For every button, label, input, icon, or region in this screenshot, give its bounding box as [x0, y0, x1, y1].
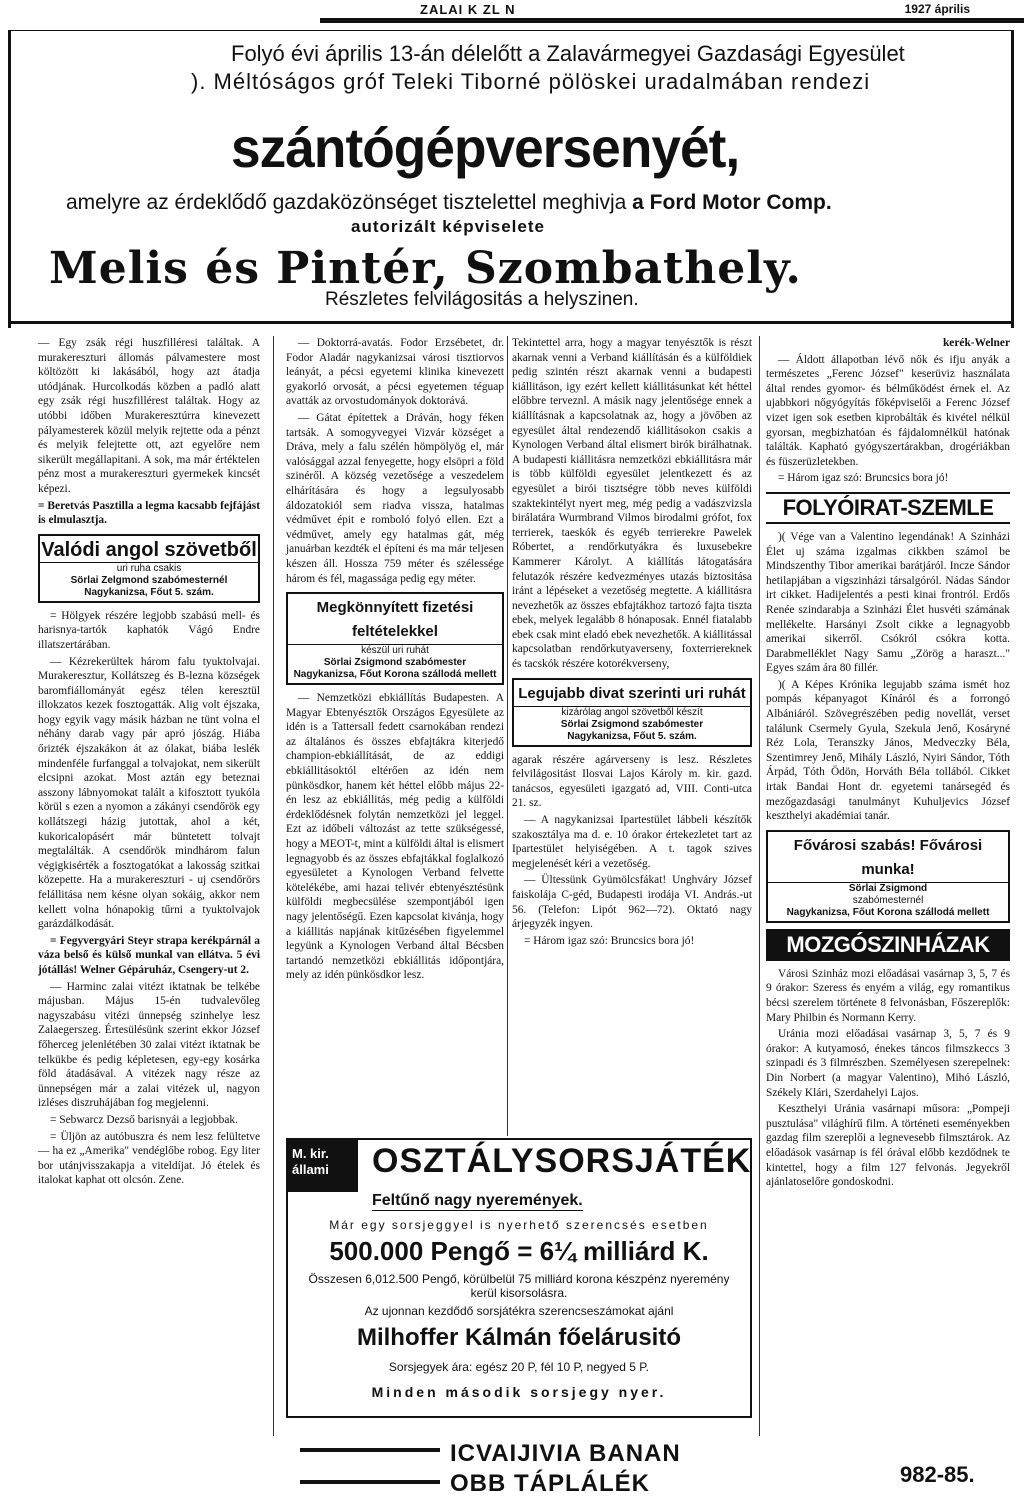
article-ebkiallitas-cont: Tekintettel arra, hogy a magyar tenyésztők is részt akarnak venni a Verband kiállításán és a külföldiek pedig szintén részt akarnak venni a budapesti kiállitáson, igy ezért kellett kiállitásunkat két héttel előbbre terveznl. A másik nagy jelentősége ennek a kiállításnak a kapcsolatnak az, hogy a jövőben az egyesület által rendezendő kiállitásokon csakis a Kynologen Verband által elismert birók birálhatnak. A budapesti kiállitásra nemzetközi ebkiállitásra már is több külföldi egyesület jelentkezett és az egyesület a birói tisztségre több neves külföldi szaktekintélyt nyert meg, még pedig a vadászvizsla birálatára Wurmbrand Vilmos birodalmi grófot, fox terrierek, taeskók és egyéb terrierekre Pawelek Róbertet, a rendőrkutyákra és luxusebekre Kammerer Károlyt. A kiállítás látogatására felutazók részére kedvezményes utazás biztositása iránt a lépéseket a vezetőség megtette. A kiállitásra nevezhetők az összes ebfajtákhoz tartozó fajta tiszta ebek, melyek legalább 8 hónaposak. Ennél fiatalabb ebek csak mint eladó ebek nevezhetők. A kiállitással kapcsolatban rendőrkutyaverseny, foxterriereknek és tacskók részére kotorékverseny,	[512, 337, 752, 671]
article-vitezek: — Harminc zalai vitézt iktatnak be telkébe májusban. Május 15-én tudvalevőleg nagyszabásu vitézi ünnepség szinhelye lesz Zalaegerszeg. Értesülésünk szerint ekkor József főherceg jelenlétében 30 zalai vitézt iktatnak be telkükbe és pedig képletesen, egy-egy kosárka föld átadásával. A vitézek nagy része az ünnepségen már a zalai vitézek ul, nagyon izléses diszruhájában fog megjelenni.	[38, 980, 260, 1110]
lottery-amount: 500.000 Pengő = 6¼ milliárd K.	[329, 1236, 709, 1266]
box-line: Nagykanizsa, Főut Korona szállodá mellett	[786, 906, 990, 918]
section-heading-folyoirat: FOLYÓIRAT-SZEMLE	[766, 492, 1010, 524]
ad-steyr: = Fegyvergyári Steyr strapa kerékpárnál a váza belső és külső munkal van ellátva. 5 évi jótállás! Welner Gépáruház, Csengery-ut 2.	[38, 934, 260, 976]
footer-rule	[300, 1480, 440, 1484]
article-agarverseny: agarak részére agárverseny is lesz. Részletes felvilágositást Ilosvai Lajos Károly m. kir. gazd. tanácsos, egyesületi igazgató ad, VIII. Conti-utca 21. sz.	[512, 753, 752, 810]
ad-autobusz: = Üljön az autóbuszra és nem lesz felültetve — ha ez „Amerika" vendéglőbe robog. Egy liter bor utánjvisszakapja a viteldíjat. Jó ételek és italokat kaphat ott olcsón. Zene.	[38, 1130, 260, 1187]
lottery-line-5: Minden második sorsjegy nyer.	[371, 1384, 667, 1400]
cinema-keszthely: Keszthelyi Uránia vasárnapi műsora: „Pompeji pusztulása" világhírű film. A történeti eseményekben gazdag film szereplői a legnevesebb filmsztárok. Az előadások vasárnap is fél órával előbb kezdődnek te kintettel, hogy a film 127 felvonás. Jegyekről ajánlatoselőre gondoskodni.	[766, 1103, 1010, 1189]
column-divider	[759, 336, 760, 1436]
article-ebkiallitas: — Nemzetközi ebkiállítás Budapesten. A Magyar Ebtenyésztők Országos Egyesülete az idén is a Tattersall fedett csarnokában rendezi az általános és összes ebfajtákra kiterjedő champion-ebkiállítását, de az eddigi ebkiállitásoktól eltérően az idén nem pünkösdkor, hanem két héttel előbb május 22-én lesz az ebkiállitás, még pedig a külföldi érdeklődésnek folytán nemzetközi jel leggel. Ezt az időbeli változást az tette szükségessé, hogy a MEOT-t, mint a külföldi által is elismert legnagyobb és az összes ebfajtákkal foglalkozó egyesületet a Kynologen Verband felvette kötelékébe, ami hazai telivér ebtenyésztésünk külföldi megbecsülése szempontjából igen nagy jelentőségű. Ezen kapcsolat kivánja, hogy a kiállitás napjának kitűzésében figyelemmel legyünk a Kynologen Verband által Bécsben tartandó nemzetközi ebkiállitás időpontjára, mely az idén pünkösdkor lesz.	[286, 692, 504, 982]
ad-line-2: ). Méltóságos gróf Teleki Tiborné pölöskei uradalmában rendezi	[191, 69, 871, 94]
ford-advertisement	[8, 30, 1014, 328]
ad-fovarosi-szabas	[766, 830, 1010, 923]
footer-line-2: OBB TÁPLÁLÉK	[450, 1470, 650, 1497]
box-title: Valódi angol szövetből	[41, 538, 257, 561]
lottery-title: OSZTÁLYSORSJÁTÉK	[372, 1142, 752, 1180]
article-doktorra: — Doktorrá-avatás. Fodor Erzsébetet, dr. Fodor Aladár nagykanizsai városi tisztiorvos leányát, a pécsi egyetemi klinika kinevezett gyakorló orvosát, a pécsi egyetemen téguap avatták az orvostudományok doktorává.	[286, 337, 504, 408]
ad-firm-name: Melis és Pintér, Szombathely.	[49, 243, 802, 294]
column-divider	[507, 336, 508, 1136]
footer-banana-ad	[300, 1440, 760, 1500]
ad-code: 982-85.	[900, 1462, 975, 1487]
cinema-varosi: Városi Szinház mozi előadásai vasárnap 3, 5, 7 és 9 órakor: Szeress és enyém a világ, egy romantikus bécsi szerelem története 8 felvonásban, Főszereplők: Mary Philbin és Normann Kerry.	[766, 967, 1010, 1024]
lottery-line-3: Az ujonnan kezdődő sorsjátékra szerencseszámokat ajánl	[364, 1304, 674, 1318]
ad-line-4: autorizált képviselete	[351, 217, 545, 236]
ad-line-3: amelyre az érdeklődő gazdaközönséget tisztelettel meghivja a Ford Motor Comp.	[66, 191, 832, 214]
ad-gyumolcsfak: — Ültessünk Gyümölcsfákat! Unghváry József faiskolája C-géd, Budapesti irodája VI. András.-ut 56. (Telefon: Lipót 962—72). Oktató nagy árjegyzék ingyen.	[512, 874, 752, 931]
newspaper-header	[0, 0, 1024, 24]
ad-vago: = Hölgyek részére legjobb szabású mell- és harisnya-tartók kaphatók Vágó Endre illatszertárában.	[38, 609, 260, 651]
box-line: uri ruha csakis	[116, 562, 182, 574]
column-divider	[273, 336, 274, 1436]
lottery-line-2: Összesen 6,012.500 Pengő, körülbelül 75 milliárd korona készpénz nyeremény kerül kisorsolásra.	[308, 1272, 730, 1300]
ad-rule	[11, 321, 1011, 324]
box-title: Megkönnyített fizetési feltételekkel	[288, 596, 502, 645]
box-line: Nagykanizsa, Főut Korona szállodá mellett	[293, 669, 497, 681]
article-tyuktolvajok: — Kézrekerültek három falu tyuktolvajai. Murakeresztur, Kollátszeg és B-lezna községek baromfiállományát egész télen keresztül illokzatos kezek fosztogatták. Alig volt éjszaka, hogy egyik vagy másik házban ne tünt volna el néhány darab vagy pár apró jószág. Hiába őrizték éjszakákon át az ólakat, biába leslék mindenféle furfanggal a tolvajokat, nem sikerült elcsipni azokat. Most aztán egy beteznai asszony lábnyomokat talált a kifosztott tyukóla körül s ezen a nyomon a zákányi csendőrök egy kollátszegi házig jutottak, ahol a két, kukoricalopásért már büntetett tolvajt megtalálták. A csendőrök mindhárom falun végigkisérték a fosztogatókat a lakosság szitkai közepette. Ha a murakereszturi - uj csendőrörs felállitása nem késne olyan sokáig, akkor nem kellett volna hónapokig tűrni a tyuktolvajok garázdálkodását.	[38, 655, 260, 931]
review-kepes-kronika: )( A Képes Krónika legujabb száma ismét hoz pompás képanyagot Kínáról és a forrongó Albániáról. Szövegrészében pedig novellát, verset találunk Csermely Gyula, Szekula Jenő, Kosáryné Réz Lola, Teranszky János, Medveczky Béla, Szentimrey Jenő, Mihály László, Nyiri Sándor, Tóth Árpád, Tóth Ödön, Horváth Béla tollából. Cikket irtak Bandai Hont dr. egyetemi tanársegéd és mezőgazdasági tanulmányt Kuhuljevics József keszthelyi akadémiai tanár.	[766, 678, 1010, 823]
ad-legujabb-divat	[512, 678, 752, 747]
ad-angol-szovet	[38, 534, 260, 603]
lottery-advertisement	[286, 1138, 752, 1418]
column-1	[38, 336, 260, 1190]
box-line: Sörlai Zsigmond	[848, 882, 928, 894]
newspaper-title: ZALAI K ZL N	[420, 2, 516, 17]
section-heading-mozi: MOZGÓSZINHÁZAK	[766, 929, 1010, 961]
ad-headline: szántógépversenyét,	[231, 116, 740, 179]
box-title: Legujabb divat szerinti uri ruhát	[514, 682, 750, 707]
article-ipartestulet: — A nagykanizsai Ipartestület lábbeli készítők szakosztálya ma d. e. 10 órakor értekezletet tart az Ipartestület helyiségében. A t. tagok szives megjelenését kéri a vezetőség.	[512, 814, 752, 870]
lottery-line-4: Sorsjegyek ára: egész 20 P, fél 10 P, negyed 5 P.	[388, 1360, 650, 1374]
box-line: Nagykanizsa, Főut 5. szám.	[84, 586, 214, 598]
issue-date: 1927 április	[904, 2, 970, 16]
box-line: Nagykanizsa, Főut 5. szám.	[567, 730, 697, 742]
article-drava: — Gátat építettek a Dráván, hogy féken tartsák. A somogyvegyei Vizvár községet a Dráva, mely a falu szélén hömpölyög el, már valósággal azzal fenyegette, hogy elsöpri a föld szinéről. A község vezetősége a veszedelem elhárítására és hogy a legsulyosabb áldozatokiól sem riadva vissza, hatalmas védművet épit e romboló folyó ellen. Ezt a védművet, amely egy hatalmas gát, még januárban kezdték el építeni és ma már teljesen készen áll. Hossza 759 méter és szélessége három és fél, magassága pedig egy méter.	[286, 411, 504, 585]
box-title: Fővárosi szabás! Fővárosi munka!	[768, 834, 1008, 883]
lottery-subtitle: Feltűnő nagy nyeremények.	[372, 1192, 583, 1209]
box-line: Sörlai Zsigmond szabómester	[323, 657, 467, 669]
column-3	[512, 336, 752, 950]
column-4	[766, 336, 1010, 1192]
footer-line-1: ICVAIJIVIA BANAN	[450, 1440, 681, 1467]
ad-megkonnyitett	[286, 592, 504, 685]
ad-bruncsics-2: = Három igaz szó: Bruncsics bora jó!	[778, 472, 949, 485]
header-rule	[320, 18, 1024, 23]
footer-rule	[300, 1448, 440, 1452]
ad-welner-fragment: kerék-Welner	[942, 337, 1010, 349]
box-line: Sörlai Zelgmond szabómesternél	[70, 574, 228, 586]
box-line: Sörlai Zsigmond szabómester	[560, 718, 704, 730]
box-line: készül uri ruhát	[361, 645, 429, 657]
column-2	[286, 336, 504, 985]
ad-bruncsics: = Három igaz szó: Bruncsics bora jó!	[524, 934, 695, 947]
box-line: kizárólag angol szövetből készít	[561, 706, 703, 718]
ad-sebwarcz: = Sebwarcz Dezső barisnyái a legjobbak.	[50, 1113, 238, 1126]
box-line: szabómesternél	[852, 894, 924, 906]
ad-ferenc-jozsef: — Áldott állapotban lévő nők és ifju anyák a természetes „Ferenc József" keserüviz használata által rendes gyomor- és bélműködést érnek el. Az ujabbkori nőgyógyítás főképviselői a Ferenc József vizet igen sok esetben kiprobálták és kivétel nélkül gyorsan, megbizhatóan és fájdalomnélkül hatónak találták. Kapható gyógyszertárakban, drogériákban és füszerüzletekben.	[766, 353, 1010, 468]
ad-line-1: Folyó évi április 13-án délelőtt a Zalavármegyei Gazdasági Egyesület	[231, 41, 905, 66]
ad-beretvas: = Beretvás Pasztilla a legma kacsabb fejfájást is elmulasztja.	[38, 499, 260, 527]
lottery-tag: M. kir. állami	[288, 1140, 358, 1192]
article-zsak: — Egy zsák régi huszfilléresi találtak. A murakereszturi állomás pálvamestere most költözött ki lakásából, hogy azt átadja utódjának. Hurcolkodás közben a padló alatt egy zsák régi huszfillérest találtak. Hogy az utóbbi időben Murakeresztúrra kinevezett pályamesterek közül melyik rejtette oda a pénzt és melyik felejtette ott, azt egyelőre nem sikerült megállapitani. A sok, ma már értéktelen pénz most a murakereszturi gyermekek kincsét képezi.	[38, 337, 260, 495]
lottery-seller: Milhoffer Kálmán főelárusitó	[356, 1324, 682, 1351]
lottery-line-1: Már egy sorsjeggyel is nyerhető szerencsés esetben	[329, 1218, 709, 1232]
cinema-urania: Uránia mozi előadásai vasárnap 3, 5, 7 és 9 órakor: A kutyamosó, énekes táncos filmszkeccs 3 szinpadi és 3 filmrészben. Személyesen szerepelnek: Din Norbert (a magyar Valentino), Mihó László, Székely Klári, Szerdahelyi Lajos.	[766, 1028, 1010, 1099]
ad-line-5: Részletes felvilágositás a helyszinen.	[325, 289, 639, 310]
review-szinhazi-elet: )( Vége van a Valentino legendának! A Szinházi Élet uj száma izgalmas cikkben számol be Mindszenthy Tibor amerikai barátjáról. Incze Sándor hetilapjában a vigszinházi társalgóról. Nádas Sándor irt cikket. Hadijelentés a pesti kinai frontról. Erdős Renée szindarabja a Szinházi Élet husvéti számának mellékelte. Harsányi Zsolt cikke a legnagyobb amerikai sikerről. Csókról csókra kotta. Darabmelléklet Nagy Samu „Zörög a haraszt..." Egyes szám ára 80 fillér.	[766, 530, 1010, 675]
